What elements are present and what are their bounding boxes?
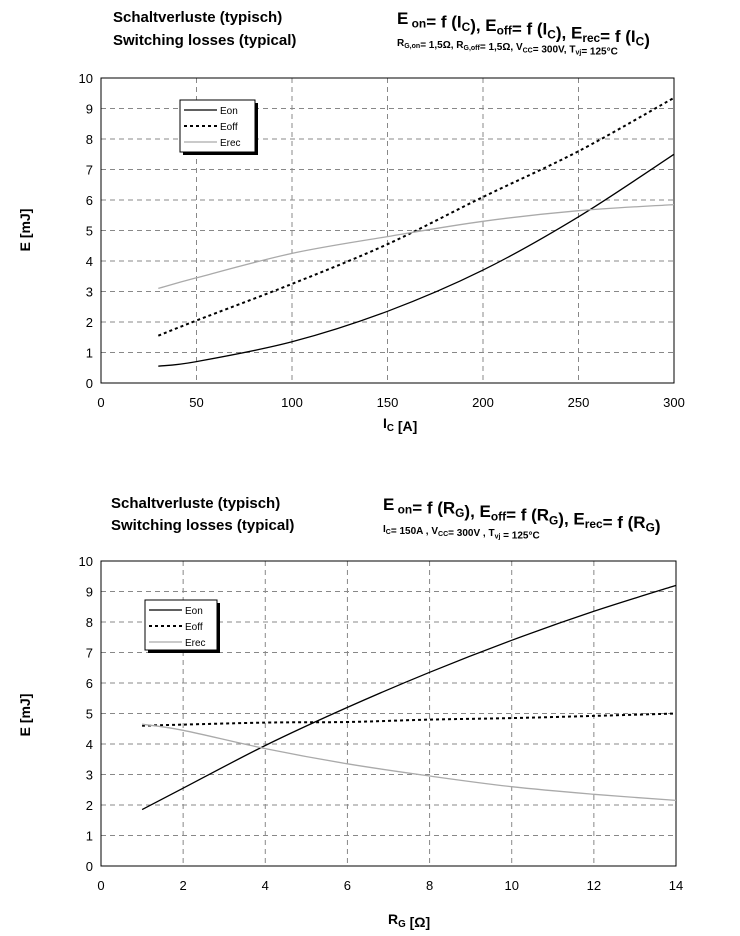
text-segment: = 300V , T	[448, 528, 495, 540]
y-tick-label: 8	[85, 615, 93, 630]
y-tick-label: 5	[85, 223, 93, 239]
y-axis-label: E [mJ]	[17, 208, 33, 252]
subscript: G,on	[404, 43, 421, 51]
y-tick-label: 8	[85, 132, 93, 147]
text-segment: = 125°C	[500, 530, 540, 542]
legend-label-eoff: Eoff	[220, 122, 238, 133]
x-tick-label: 6	[343, 878, 352, 893]
subscript: on	[408, 16, 427, 31]
y-tick-label: 9	[85, 584, 93, 600]
x-axis-label	[388, 911, 430, 930]
text-segment: = f (R	[602, 512, 646, 532]
text-segment: )	[644, 30, 650, 50]
text-segment: R	[388, 911, 399, 927]
subscript: G	[645, 520, 655, 535]
subscript: C	[635, 34, 645, 49]
y-tick-label: 1	[85, 345, 93, 361]
legend-label-eoff: Eoff	[185, 622, 203, 633]
x-tick-label: 300	[663, 395, 685, 410]
y-tick-label: 4	[85, 737, 93, 752]
x-axis-label	[383, 415, 417, 434]
legend-label-erec: Erec	[220, 138, 241, 149]
y-tick-label: 9	[85, 101, 93, 117]
y-axis-label: E [mJ]	[17, 693, 33, 737]
title-german: Schaltverluste (typisch)	[111, 495, 281, 512]
x-tick-label: 250	[567, 395, 590, 410]
text-segment: = 125°C	[581, 46, 618, 58]
y-tick-label: 2	[85, 798, 93, 813]
series-line-eon	[158, 154, 674, 366]
subscript: C	[386, 422, 394, 434]
subscript: rec	[584, 516, 603, 531]
subscript: rec	[582, 30, 601, 45]
subscript: G	[549, 513, 559, 528]
y-tick-label: 5	[85, 706, 93, 722]
y-tick-label: 3	[85, 767, 93, 783]
chart-2	[17, 495, 683, 930]
text-segment: E	[397, 9, 409, 28]
series-line-erec	[142, 724, 676, 800]
x-tick-label: 2	[179, 878, 187, 893]
x-tick-label: 12	[586, 878, 602, 893]
subscript: G	[455, 506, 465, 521]
series-line-erec	[158, 205, 674, 289]
text-segment: = f (I	[511, 19, 548, 39]
y-tick-label: 10	[78, 71, 93, 86]
text-segment: = 150A , V	[390, 526, 439, 538]
text-segment: I	[383, 415, 387, 431]
subscript: CC	[438, 531, 449, 539]
text-segment: = 300V, T	[532, 44, 576, 56]
test-conditions	[383, 524, 540, 541]
text-segment: = 1,5Ω, R	[420, 40, 464, 52]
x-tick-label: 100	[281, 395, 303, 410]
chart-1	[17, 9, 685, 434]
subscript: G,off	[463, 45, 480, 53]
text-segment: ), E	[470, 16, 497, 36]
x-tick-label: 200	[472, 395, 494, 410]
y-tick-label: 10	[78, 554, 93, 569]
y-tick-label: 6	[85, 676, 93, 691]
x-tick-label: 0	[97, 395, 105, 410]
x-tick-label: 0	[97, 878, 105, 893]
title-english: Switching losses (typical)	[111, 517, 295, 534]
subscript: CC	[522, 47, 533, 55]
y-tick-label: 0	[85, 859, 93, 874]
text-segment: R	[397, 38, 405, 49]
subscript: off	[496, 23, 512, 38]
subscript: G	[398, 918, 406, 930]
text-segment: [Ω]	[405, 913, 431, 930]
text-segment: I	[383, 524, 386, 535]
text-segment: )	[654, 516, 661, 536]
y-tick-label: 1	[85, 828, 93, 844]
y-tick-label: 0	[85, 376, 93, 391]
y-tick-label: 6	[85, 193, 93, 208]
text-segment: E	[383, 495, 395, 514]
subscript: vj	[494, 533, 501, 541]
x-tick-label: 8	[425, 878, 434, 893]
legend-label-eon: Eon	[220, 106, 238, 117]
legend-label-eon: Eon	[185, 606, 203, 617]
x-tick-label: 10	[504, 878, 519, 893]
series-line-eoff	[142, 714, 676, 726]
y-tick-label: 4	[85, 254, 93, 269]
x-tick-label: 50	[189, 395, 204, 410]
text-segment: ), E	[558, 509, 585, 529]
text-segment: [A]	[393, 417, 418, 434]
x-tick-label: 14	[668, 878, 684, 893]
text-segment: = f (R	[506, 505, 550, 525]
x-tick-label: 150	[376, 395, 399, 410]
title-german: Schaltverluste (typisch)	[113, 9, 283, 26]
text-segment: = f (I	[600, 26, 636, 46]
text-segment: ), E	[555, 23, 583, 43]
subscript: off	[490, 509, 507, 524]
y-tick-label: 7	[85, 645, 93, 661]
y-tick-label: 3	[85, 284, 93, 300]
subscript: C	[547, 27, 556, 42]
y-tick-label: 2	[85, 315, 93, 330]
y-tick-label: 7	[85, 162, 93, 178]
subscript: C	[385, 529, 391, 537]
series-line-eon	[142, 585, 676, 809]
subscript: C	[461, 20, 471, 35]
text-segment: = f (R	[412, 498, 456, 518]
subscript: vj	[575, 49, 582, 57]
subscript: on	[394, 502, 413, 517]
title-english: Switching losses (typical)	[113, 32, 297, 49]
text-segment: = 1,5Ω, V	[479, 42, 523, 54]
legend-label-erec: Erec	[185, 638, 206, 649]
x-tick-label: 4	[261, 878, 269, 893]
text-segment: = f (I	[426, 12, 462, 32]
text-segment: ), E	[464, 502, 491, 522]
